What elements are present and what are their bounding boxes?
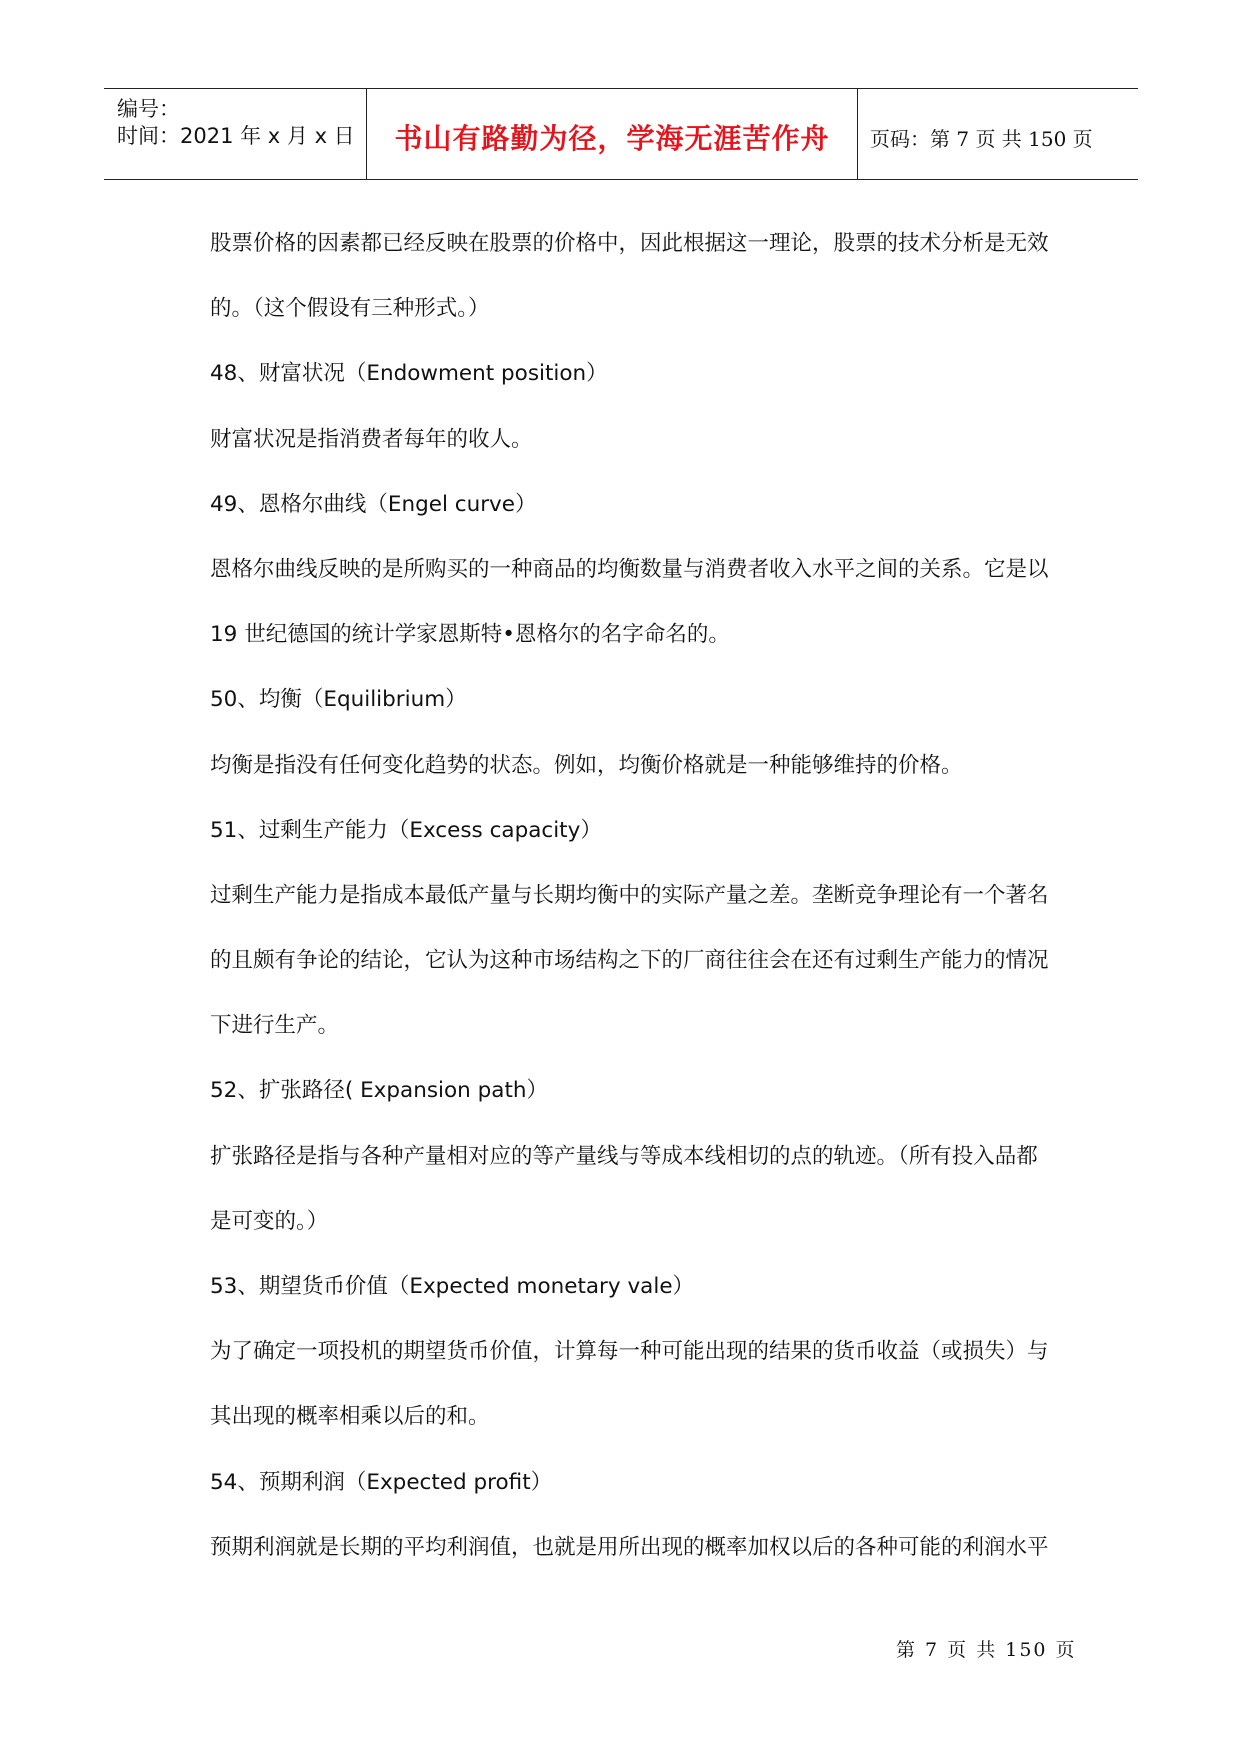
term-heading: 48、财富状况（Endowment position） xyxy=(210,361,608,387)
header-page-cell xyxy=(858,89,1138,179)
header-motto-cell xyxy=(367,89,858,179)
term-heading: 49、恩格尔曲线（Engel curve） xyxy=(210,491,537,517)
term-heading: 50、均衡（Equilibrium） xyxy=(210,687,467,713)
body-line: 的。（这个假设有三种形式。） xyxy=(210,296,490,322)
body-line: 预期利润就是长期的平均利润值，也就是用所出现的概率加权以后的各种可能的利润水平 xyxy=(210,1534,1049,1560)
body-line: 恩格尔曲线反映的是所购买的一种商品的均衡数量与消费者收入水平之间的关系。它是以 xyxy=(210,556,1049,582)
body-line: 19 世纪德国的统计学家恩斯特•恩格尔的名字命名的。 xyxy=(210,622,730,648)
body-line: 扩张路径是指与各种产量相对应的等产量线与等成本线相切的点的轨迹。（所有投入品都 xyxy=(210,1143,1038,1169)
term-heading: 51、过剩生产能力（Excess capacity） xyxy=(210,817,602,843)
term-heading: 53、期望货币价值（Expected monetary vale） xyxy=(210,1274,695,1299)
header-motto: 书山有路勤为径，学海无涯苦作舟 xyxy=(394,122,830,155)
term-heading: 54、预期利润（Expected profit） xyxy=(210,1469,553,1495)
body-line: 股票价格的因素都已经反映在股票的价格中，因此根据这一理论，股票的技术分析是无效 xyxy=(210,231,1049,256)
body-line: 的且颇有争论的结论，它认为这种市场结构之下的厂商往往会在还有过剩生产能力的情况 xyxy=(210,948,1049,974)
document-time-label: 时间：2021 年 x 月 x 日 xyxy=(117,124,355,148)
header-page-number: 页码：第 7 页 共 150 页 xyxy=(870,127,1093,151)
body-line: 均衡是指没有任何变化趋势的状态。例如，均衡价格就是一种能够维持的价格。 xyxy=(210,752,963,778)
body-line: 其出现的概率相乘以后的和。 xyxy=(210,1404,490,1430)
page-header xyxy=(104,88,1138,180)
body-line: 下进行生产。 xyxy=(210,1013,340,1039)
body-line: 财富状况是指消费者每年的收人。 xyxy=(210,426,533,452)
term-heading: 52、扩张路径( Expansion path） xyxy=(210,1078,549,1104)
header-meta-cell xyxy=(104,89,367,179)
document-body xyxy=(210,222,1060,1591)
body-line: 是可变的。） xyxy=(210,1208,329,1234)
body-line: 为了确定一项投机的期望货币价值，计算每一种可能出现的结果的货币收益（或损失）与 xyxy=(210,1339,1049,1365)
document-number-label: 编号： xyxy=(117,97,180,121)
page-footer: 第 7 页 共 150 页 xyxy=(896,1639,1077,1661)
body-line: 过剩生产能力是指成本最低产量与长期均衡中的实际产量之差。垄断竞争理论有一个著名 xyxy=(210,882,1049,908)
